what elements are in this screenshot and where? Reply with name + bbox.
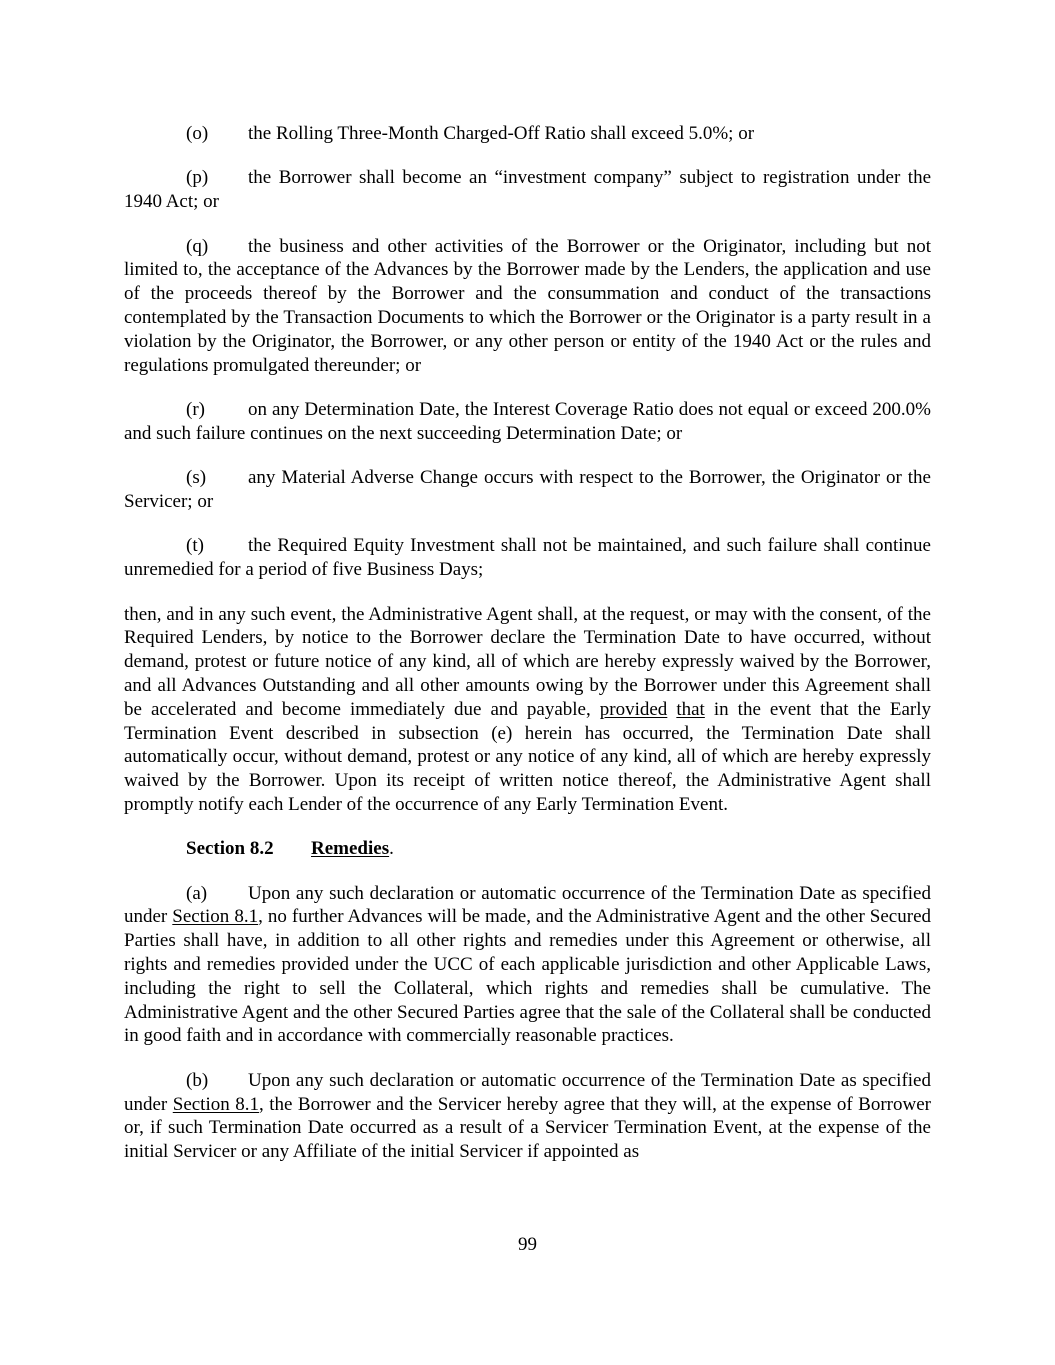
- clause-label: (t): [186, 535, 204, 557]
- section-reference-link[interactable]: Section 8.1: [172, 1093, 259, 1115]
- clause-p: [124, 166, 931, 214]
- clause-label: (p): [186, 167, 209, 189]
- clause-r: [124, 398, 931, 446]
- clause-text: any Material Adverse Change occurs with respect to the Borrower, the Originator or the Servicer; or: [124, 467, 931, 512]
- clause-q: [124, 235, 931, 378]
- section-heading: [124, 837, 931, 861]
- remedy-b: [124, 1069, 931, 1164]
- clause-label: (o): [186, 123, 209, 144]
- remedy-a: [124, 882, 931, 1049]
- clause-text: the business and other activities of the Borrower or the Originator, including but not limited to, the acceptance of the Advances by the Borrower made by the Lenders, the application and use of the proceeds thereof by the Borrower and the consummation and conduct of the transactions contemplated by the Transaction Documents to which the Borrower or the Originator is a party result in a violation by the Originator, the Borrower, or any other person or entity of the 1940 Act or the rules and regulations promulgated thereunder; or: [124, 235, 931, 376]
- paragraph-text: then, and in any such event, the Administrative Agent shall, at the request, or may with the consent, of the Required Lenders, by notice to the Borrower declare the Termination Date to have occurred, without demand, protest or future notice of any kind, all of which are hereby expressly waived by the Borrower, and all Advances Outstanding and all other amounts owing by the Borrower under this Agreement shall be accelerated and become immediately due and payable,: [124, 603, 931, 720]
- that-term: that: [676, 698, 705, 720]
- clause-label: (q): [186, 235, 209, 257]
- clause-label: (s): [186, 467, 207, 489]
- clause-text: the Rolling Three-Month Charged-Off Ratio shall exceed 5.0%; or: [248, 123, 755, 144]
- clause-label: (a): [186, 882, 208, 904]
- section-number: Section 8.2: [186, 838, 274, 860]
- clause-label: (r): [186, 398, 205, 420]
- clause-s: [124, 466, 931, 514]
- provided-term: provided: [599, 698, 668, 720]
- clause-text: Upon any such declaration or automatic occurrence of the Termination Date as specified under: [124, 882, 931, 928]
- paragraph-text: in the event that the Early Termination Event described in subsection (e) herein has occurred, the Termination Date shall automatically occur, without demand, protest or any notice of any kind, all of which are hereby expressly waived by the Borrower. Upon its receipt of written notice thereof, the Administrative Agent shall promptly notify each Lender of the occurrence of any Early Termination Event.: [124, 698, 932, 815]
- clause-label: (b): [186, 1069, 209, 1091]
- clause-t: [124, 534, 931, 582]
- clause-text: the Required Equity Investment shall not be maintained, and such failure shall continue unremedied for a period of five Business Days;: [124, 535, 931, 581]
- section-title-period: .: [389, 838, 394, 860]
- clause-text: , no further Advances will be made, and the Administrative Agent and the other Secured Parties shall have, in addition to all other rights and remedies under this Agreement or otherwise, all rights and remedies provided under the UCC of each applicable jurisdiction and other Applicable Laws, including the right to sell the Collateral, which rights and remedies shall be cumulative. The Administrative Agent and the other Secured Parties agree that the sale of the Collateral shall be conducted in good faith and in accordance with commercially reasonable practices.: [124, 906, 931, 1047]
- section-reference-link[interactable]: Section 8.1: [172, 906, 259, 928]
- clause-text: on any Determination Date, the Interest Coverage Ratio does not equal or exceed 200.0% and such failure continues on the next succeeding Determination Date; or: [124, 398, 931, 444]
- clause-text: , the Borrower and the Servicer hereby agree that they will, at the expense of Borrower or, if such Termination Date occurred as a result of a Servicer Termination Event, at the expense of the initial Servicer or any Affiliate of the initial Servicer if appointed as: [124, 1093, 931, 1163]
- section-title: Remedies: [311, 838, 390, 860]
- clause-o: [124, 122, 931, 146]
- clause-text: the Borrower shall become an “investment company” subject to registration under the 1940 Act; or: [124, 167, 931, 213]
- page-number: 99: [518, 1234, 537, 1255]
- consequence-paragraph: [124, 603, 931, 817]
- clause-text: Upon any such declaration or automatic occurrence of the Termination Date as specified under: [124, 1069, 931, 1115]
- document-page: [124, 122, 931, 1185]
